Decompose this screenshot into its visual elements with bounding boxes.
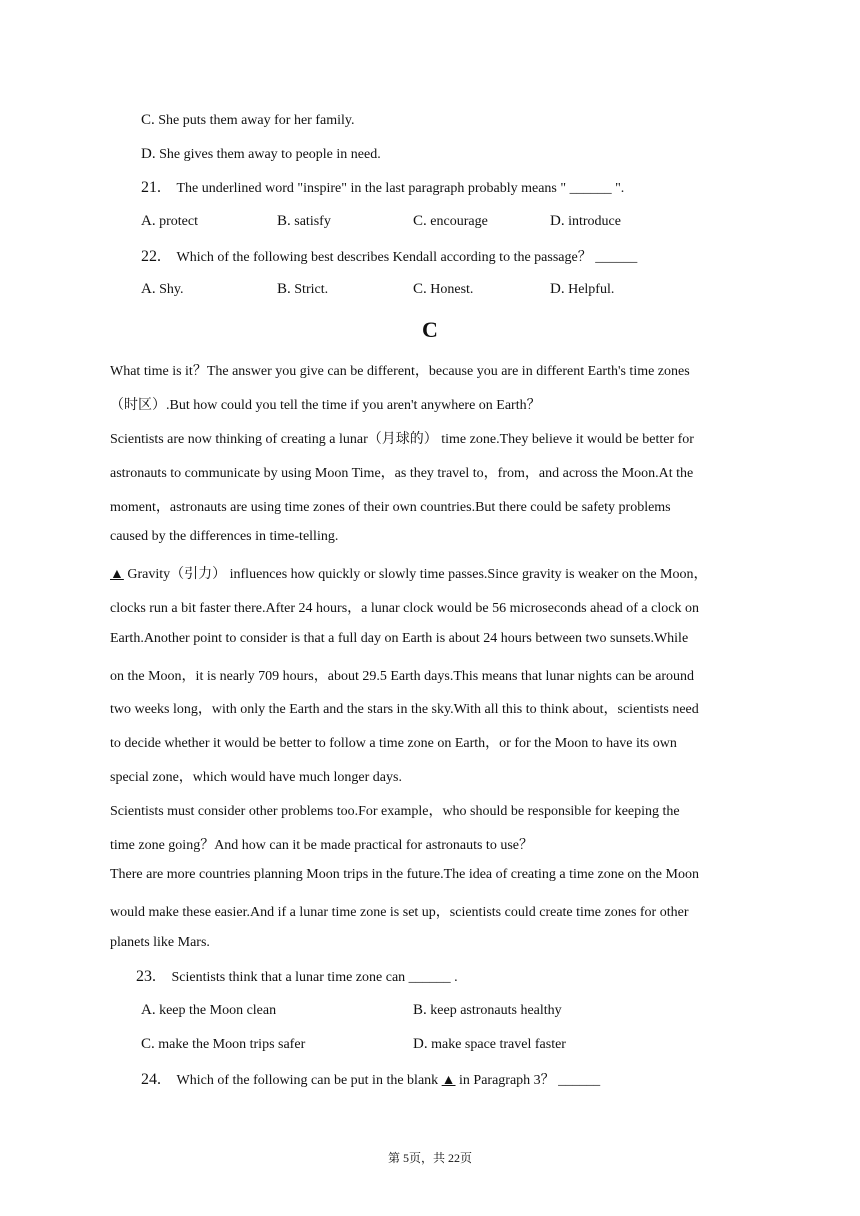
blank-marker: ▲ xyxy=(441,1073,456,1088)
option-letter: C. xyxy=(413,213,427,229)
option-text: encourage xyxy=(430,214,488,229)
option-letter: C. xyxy=(141,1036,155,1052)
option-text: Helpful. xyxy=(568,282,615,297)
option-letter: A. xyxy=(141,213,156,229)
passage-line: There are more countries planning Moon trips in the future.The idea of creating a time zone on the Moon xyxy=(110,867,699,882)
passage-line: would make these easier.And if a lunar time zone is set up，scientists could create time zones for other xyxy=(110,905,689,920)
option-text: keep the Moon clean xyxy=(159,1003,277,1018)
question-text: Which of the following best describes Kendall according to the passage？ ______ xyxy=(176,250,638,265)
q21-option-c[interactable] xyxy=(413,213,488,230)
passage-line: caused by the differences in time-telling. xyxy=(110,529,339,544)
q20-option-c[interactable] xyxy=(141,112,354,129)
option-letter: D. xyxy=(550,281,565,297)
q21-option-a[interactable] xyxy=(141,213,198,230)
option-text: She puts them away for her family. xyxy=(158,113,355,128)
q22-option-d[interactable] xyxy=(550,281,614,298)
passage-line: What time is it？The answer you give can be different，because you are in different Earth's time zones xyxy=(110,364,690,379)
option-letter: B. xyxy=(413,1002,427,1018)
question-text: Scientists think that a lunar time zone can ______ . xyxy=(171,970,458,985)
q20-option-d[interactable] xyxy=(141,146,381,163)
passage-line-blank xyxy=(110,563,707,583)
passage-line: moment，astronauts are using time zones of their own countries.But there could be safety problems xyxy=(110,500,671,515)
passage-line: time zone going？And how can it be made practical for astronauts to use？ xyxy=(110,838,533,853)
passage-line: Scientists are now thinking of creating a lunar（月球的） time zone.They believe it would be better for xyxy=(110,432,694,447)
passage-line: Earth.Another point to consider is that a full day on Earth is about 24 hours between two sunsets.While xyxy=(110,631,689,646)
passage-line: on the Moon，it is nearly 709 hours，about 29.5 Earth days.This means that lunar nights can be around xyxy=(110,669,695,684)
option-letter: C. xyxy=(413,281,427,297)
question-21 xyxy=(141,179,624,197)
option-text: Shy. xyxy=(159,282,184,297)
question-number: 23. xyxy=(136,968,156,985)
passage-line: two weeks long，with only the Earth and the stars in the sky.With all this to think about，scientists need xyxy=(110,702,699,717)
question-number: 22. xyxy=(141,248,161,265)
option-letter: A. xyxy=(141,281,156,297)
option-text: protect xyxy=(159,214,198,229)
option-letter: B. xyxy=(277,281,291,297)
blank-marker: ▲ xyxy=(110,567,124,582)
option-letter: D. xyxy=(413,1036,428,1052)
section-title: C xyxy=(422,317,438,342)
page-footer: 第 5页，共 22页 xyxy=(387,1151,472,1165)
option-text: Honest. xyxy=(430,282,474,297)
question-text: The underlined word "inspire" in the last paragraph probably means " ______ ". xyxy=(176,181,625,196)
q23-option-d[interactable] xyxy=(413,1036,566,1053)
q22-option-b[interactable] xyxy=(277,281,328,298)
question-22 xyxy=(141,246,637,266)
passage-line: planets like Mars. xyxy=(110,935,210,950)
option-letter: D. xyxy=(141,146,156,162)
option-letter: A. xyxy=(141,1002,156,1018)
q23-option-b[interactable] xyxy=(413,1002,562,1019)
passage-line: Scientists must consider other problems too.For example，who should be responsible for keeping the xyxy=(110,804,680,819)
option-text: She gives them away to people in need. xyxy=(159,147,381,162)
passage-line: （时区）.But how could you tell the time if you aren't anywhere on Earth？ xyxy=(110,398,541,413)
option-text: introduce xyxy=(568,214,621,229)
option-letter: C. xyxy=(141,112,155,128)
q21-option-d[interactable] xyxy=(550,213,621,230)
passage-line: clocks run a bit faster there.After 24 hours，a lunar clock would be 56 microseconds ahead of a clock on xyxy=(110,601,699,616)
passage-line-text: Gravity（引力） influences how quickly or slowly time passes.Since gravity is weaker on the Moon， xyxy=(127,567,708,582)
q23-option-c[interactable] xyxy=(141,1036,305,1053)
option-text: satisfy xyxy=(294,214,331,229)
passage-line: special zone，which would have much longer days. xyxy=(110,770,402,785)
question-text-after: in Paragraph 3？ ______ xyxy=(455,1073,601,1088)
option-text: make the Moon trips safer xyxy=(158,1037,306,1052)
question-number: 24. xyxy=(141,1071,161,1088)
question-number: 21. xyxy=(141,179,161,196)
q22-option-a[interactable] xyxy=(141,281,183,298)
question-23 xyxy=(136,968,458,986)
q22-option-c[interactable] xyxy=(413,281,473,298)
option-text: Strict. xyxy=(294,282,329,297)
passage-line: astronauts to communicate by using Moon Time，as they travel to，from，and across the Moon.At the xyxy=(110,466,694,481)
question-24 xyxy=(141,1069,600,1089)
q21-option-b[interactable] xyxy=(277,213,331,230)
q23-option-a[interactable] xyxy=(141,1002,276,1019)
question-text-before: Which of the following can be put in the blank xyxy=(176,1073,442,1088)
option-letter: B. xyxy=(277,213,291,229)
option-text: keep astronauts healthy xyxy=(430,1003,562,1018)
passage-line: to decide whether it would be better to follow a time zone on Earth，or for the Moon to have its own xyxy=(110,736,677,751)
option-text: make space travel faster xyxy=(431,1037,566,1052)
option-letter: D. xyxy=(550,213,565,229)
